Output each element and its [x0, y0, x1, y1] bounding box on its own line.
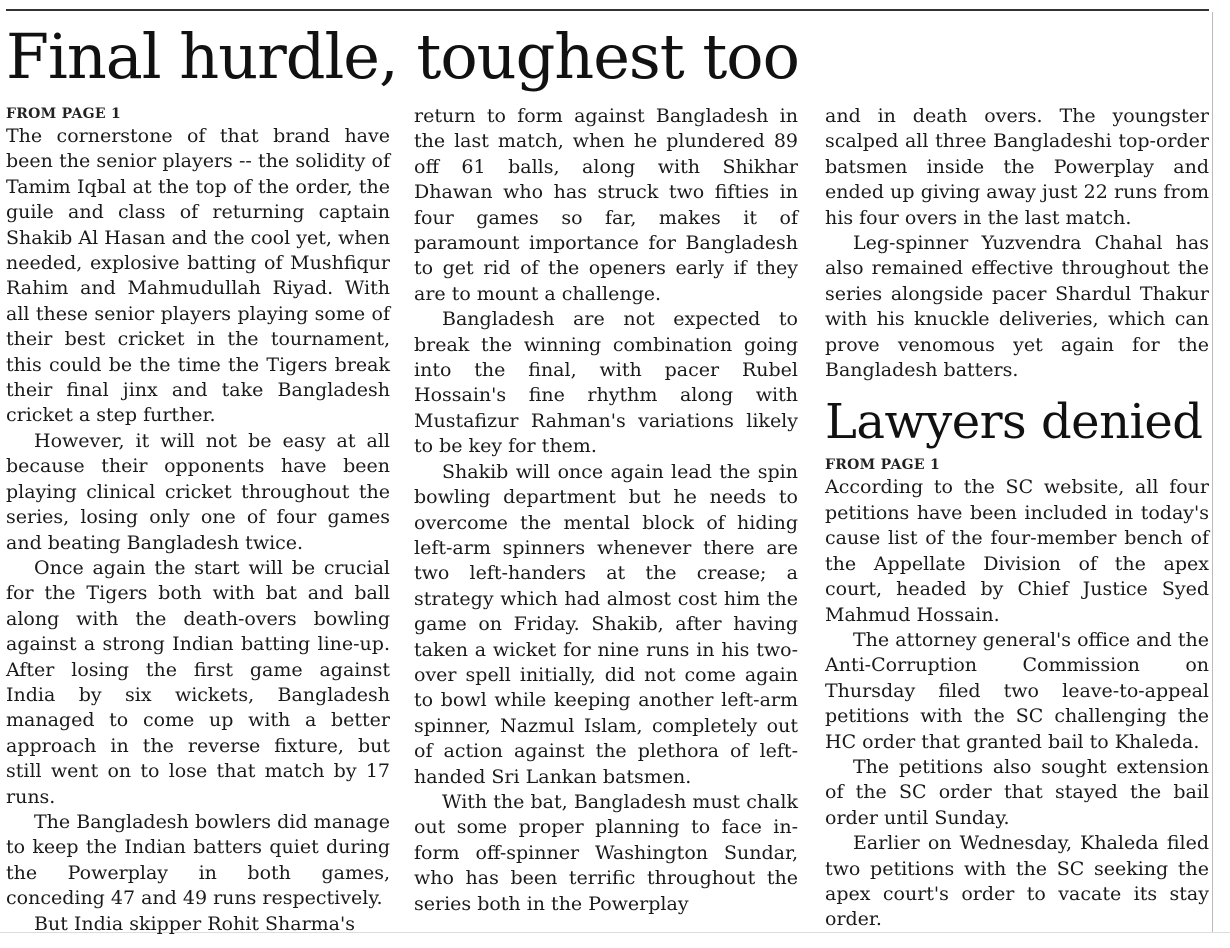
paragraph: According to the SC website, all four petitions have been included in today's cause list of the four-member bench of the Appellate Division of the apex court, headed by Chief Justice Syed Mahmud Hossain. — [825, 476, 1209, 626]
paragraph: The Bangladesh bowlers did manage to keep the Indian batters quiet during the Powerplay in both games, conceding 47 and 49 runs respectively. — [6, 810, 390, 910]
paragraph: Earlier on Wednesday, Khaleda filed two petitions with the SC seeking the apex court's order to vacate its stay order. — [825, 832, 1209, 931]
from-page-label: FROM PAGE 1 — [6, 106, 122, 122]
headline: Final hurdle, toughest too — [6, 20, 799, 93]
paragraph: However, it will not be easy at all because their opponents have been playing clinical cricket throughout the series, losing only one of four games and beating Bangladesh twice. — [6, 429, 390, 554]
paragraph: Leg-spinner Yuzvendra Chahal has also remained effective throughout the series alongside pacer Shardul Thakur with his knuckle deliveries, which can prove venomous yet again for the Bangladesh batters. — [825, 232, 1209, 382]
from-page-label: FROM PAGE 1 — [825, 457, 941, 474]
paragraph: But India skipper Rohit Sharma's — [34, 912, 355, 935]
top-rule — [6, 9, 1209, 11]
article-column-1 — [6, 104, 390, 937]
right-edge-rule — [1212, 12, 1213, 932]
paragraph: return to form against Bangladesh in the last match, when he plundered 89 off 61 balls, along with Shikhar Dhawan who has struck two fifties in four games so far, makes it of paramount importance for Bangladesh to get rid of the openers early if they are to mount a challenge. — [414, 105, 798, 305]
paragraph: Shakib will once again lead the spin bowling department but he needs to overcome the mental block of hiding left-arm spinners whenever there are two left-handers at the crease; a strategy which had almost cost him the game on Friday. Shakib, after having taken a wicket for nine runs in his two-over spell initially, did not come again to bowl while keeping another left-arm spinner, Nazmul Islam, completely out of action against the plethora of left-handed Sri Lankan batsmen. — [414, 460, 798, 788]
paragraph: The cornerstone of that brand have been the senior players -- the solidity of Tamim Iqbal at the top of the order, the guile and class of returning captain Shakib Al Hasan and the cool yet, when needed, explosive batting of Mushfiqur Rahim and Mahmudullah Riyad. With all these senior players playing some of their best cricket in the tournament, this could be the time the Tigers break their final jinx and take Bangladesh cricket a step further. — [6, 125, 390, 427]
paragraph: and in death overs. The youngster scalped all three Bangladeshi top-order batsmen inside the Powerplay and ended up giving away just 22 runs from his four overs in the last match. — [825, 105, 1209, 229]
paragraph: The petitions also sought extension of the SC order that stayed the bail order until Sunday. — [825, 755, 1209, 829]
article-column-2 — [414, 104, 798, 917]
paragraph: Once again the start will be crucial for the Tigers both with bat and ball along with the death-overs bowling against a strong Indian batting line-up. After losing the first game against India by six wickets, Bangladesh managed to come up with a better approach in the reverse fixture, but still went on to lose that match by 17 runs. — [6, 556, 390, 808]
paragraph: Bangladesh are not expected to break the winning combination going into the final, with pacer Rubel Hossain's fine rhythm along with Mustafizur Rahman's variations likely to be key for them. — [414, 308, 798, 458]
second-headline: Lawyers denied — [825, 394, 1203, 451]
article-column-3 — [825, 104, 1209, 933]
paragraph: With the bat, Bangladesh must chalk out some proper planning to face in-form off-spinner Washington Sundar, who has been terrific throughout the series both in the Powerplay — [414, 790, 798, 915]
paragraph: The attorney general's office and the Anti-Corruption Commission on Thursday filed two leave-to-appeal petitions with the SC challenging the HC order that granted bail to Khaleda. — [825, 628, 1209, 753]
